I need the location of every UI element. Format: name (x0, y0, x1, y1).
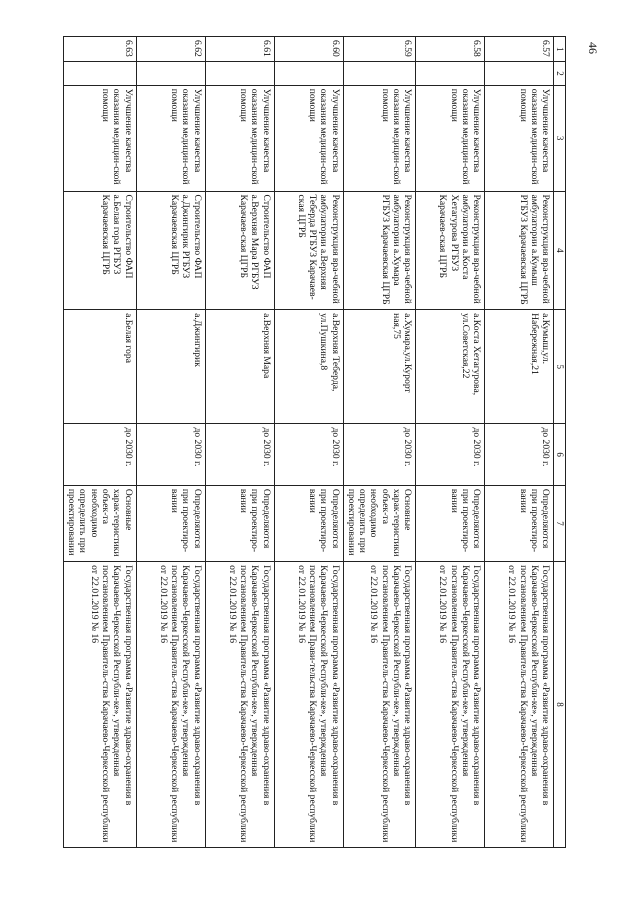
empty-cell (205, 62, 274, 85)
rotated-table-wrapper (65, 36, 566, 848)
row-number: 6.63 (63, 37, 136, 62)
source-cell: Государственная программа «Развитие здраво-охранения в Карачаево-Черкесской Республи-ке», утвержденная постановлением Правитель-ства Карачаево-Черкесской республики от 22.01.2019 № 16 (205, 562, 274, 848)
goal-cell: Улучшение качества оказания медицин-ской помощи (274, 85, 343, 191)
empty-cell (485, 62, 554, 85)
location-cell: а.Белая гора (63, 310, 136, 424)
table-row (205, 37, 274, 848)
table-row (274, 37, 343, 848)
location-cell: а.Джингирик (136, 310, 205, 424)
header-cell: 6 (554, 424, 566, 485)
header-cell: 4 (554, 191, 566, 310)
action-cell: Реконструкция вра-чебной амбулатории а.Коста Хетагурова РГБУЗ Карачаев-ская ЦГРБ (416, 191, 485, 310)
source-cell: Государственная программа «Развитие здраво-охранения в Карачаево-Черкесской Республи-ке», утвержденная постановлением Правитель-ства Карачаево-Черкесской республики от 22.01.2019 № 16 (136, 562, 205, 848)
row-number: 6.59 (343, 37, 416, 62)
term-cell: до 2030 г. (136, 424, 205, 485)
source-cell: Государственная программа «Развитие здраво-охранения в Карачаево-Черкесской Республи-ке», утвержденная постановлением Прави-тельства Карачаево-Черкесской республики от 22.01.2019 № 16 (274, 562, 343, 848)
row-number: 6.60 (274, 37, 343, 62)
header-cell: 1 (554, 37, 566, 62)
location-cell: а.Хумара,ул.Курорт ная,75 (343, 310, 416, 424)
location-cell: а.Верхняя Теберда, ул.Пушкина,8 (274, 310, 343, 424)
table-row (485, 37, 554, 848)
term-cell: до 2030 г. (274, 424, 343, 485)
parameters-cell: Определяются при проектиро-вании (485, 485, 554, 561)
header-cell: 5 (554, 310, 566, 424)
parameters-cell: Определяются при проектиро-вании (274, 485, 343, 561)
location-cell: а.Кумыш,ул. Набережная,21 (485, 310, 554, 424)
source-cell: Государственная программа «Развитие здраво-охранения в Карачаево-Черкесской Республи-ке», утвержденная постановлением Правитель-ства Карачаево-Черкесской республики от 22.01.2019 № 16 (416, 562, 485, 848)
table-row (63, 37, 136, 848)
page-number: 46 (586, 42, 600, 54)
empty-cell (416, 62, 485, 85)
parameters-cell: Основные харак-теристики объек-та необходимо определить при проектировании (343, 485, 416, 561)
header-cell: 8 (554, 562, 566, 848)
header-cell: 3 (554, 85, 566, 191)
row-number: 6.61 (205, 37, 274, 62)
term-cell: до 2030 г. (416, 424, 485, 485)
action-cell: Реконструкция вра-чебной амбулатории а.Верхняя Теберда РГБУЗ Карачаев-ская ЦГРБ (274, 191, 343, 310)
source-cell: Государственная программа «Развитие здраво-охранения в Карачаево-Черкесской Республи-ке», утвержденная постановлением Правитель-ства Карачаево-Черкесской республики от 22.01.2019 № 16 (63, 562, 136, 848)
goal-cell: Улучшение качества оказания медицин-ской помощи (136, 85, 205, 191)
action-cell: Строительство ФАП а.Верхняя Мара РГБУЗ Карачаев-ская ЦГРБ (205, 191, 274, 310)
parameters-cell: Основные харак-теристики объек-та необходимо определить при проектировании (63, 485, 136, 561)
empty-cell (63, 62, 136, 85)
header-cell: 2 (554, 62, 566, 85)
term-cell: до 2030 г. (205, 424, 274, 485)
goal-cell: Улучшение качества оказания медицин-ской помощи (343, 85, 416, 191)
parameters-cell: Определяются при проектиро-вании (205, 485, 274, 561)
action-cell: Строительство ФАП а.Белая гора РГБУЗ Карачаевская ЦГРБ (63, 191, 136, 310)
header-cell: 7 (554, 485, 566, 561)
parameters-cell: Определяются при проектиро-вании (416, 485, 485, 561)
source-cell: Государственная программа «Развитие здраво-охранения в Карачаево-Черкесской Республи-ке», утвержденная постановлением Правитель-ства Карачаево-Черкесской республики от 22.01.2019 № 16 (343, 562, 416, 848)
source-cell: Государственная программа «Развитие здраво-охранения в Карачаево-Черкесской Республи-ке», утвержденная постановлением Правитель-ства Карачаево-Черкесской республики от 22.01.2019 № 16 (485, 562, 554, 848)
location-cell: а.Коста Хетагурова, ул.Советская,22 (416, 310, 485, 424)
table-row (416, 37, 485, 848)
goal-cell: Улучшение качества оказания медицин-ской помощи (485, 85, 554, 191)
term-cell: до 2030 г. (343, 424, 416, 485)
empty-cell (136, 62, 205, 85)
location-cell: а.Верхняя Мара (205, 310, 274, 424)
goal-cell: Улучшение качества оказания медицин-ской помощи (416, 85, 485, 191)
table-row (343, 37, 416, 848)
empty-cell (343, 62, 416, 85)
row-number: 6.57 (485, 37, 554, 62)
row-number: 6.62 (136, 37, 205, 62)
header-row (554, 37, 566, 848)
projects-table (63, 36, 566, 848)
action-cell: Реконструкция вра-чебной амбулатории а.Кумыш РГБУЗ Карачаевская ЦГРБ (485, 191, 554, 310)
action-cell: Реконструкция вра-чебной амбулатории а.Хумара РГБУЗ Карачаевская ЦГРБ (343, 191, 416, 310)
action-cell: Строительство ФАП а.Джингирик РГБУЗ Карачаевская ЦГРБ (136, 191, 205, 310)
goal-cell: Улучшение качества оказания медицин-ской помощи (63, 85, 136, 191)
table-row (136, 37, 205, 848)
term-cell: до 2030 г. (63, 424, 136, 485)
parameters-cell: Определяются при проектиро-вании (136, 485, 205, 561)
goal-cell: Улучшение качества оказания медицин-ской помощи (205, 85, 274, 191)
term-cell: до 2030 г. (485, 424, 554, 485)
row-number: 6.58 (416, 37, 485, 62)
empty-cell (274, 62, 343, 85)
